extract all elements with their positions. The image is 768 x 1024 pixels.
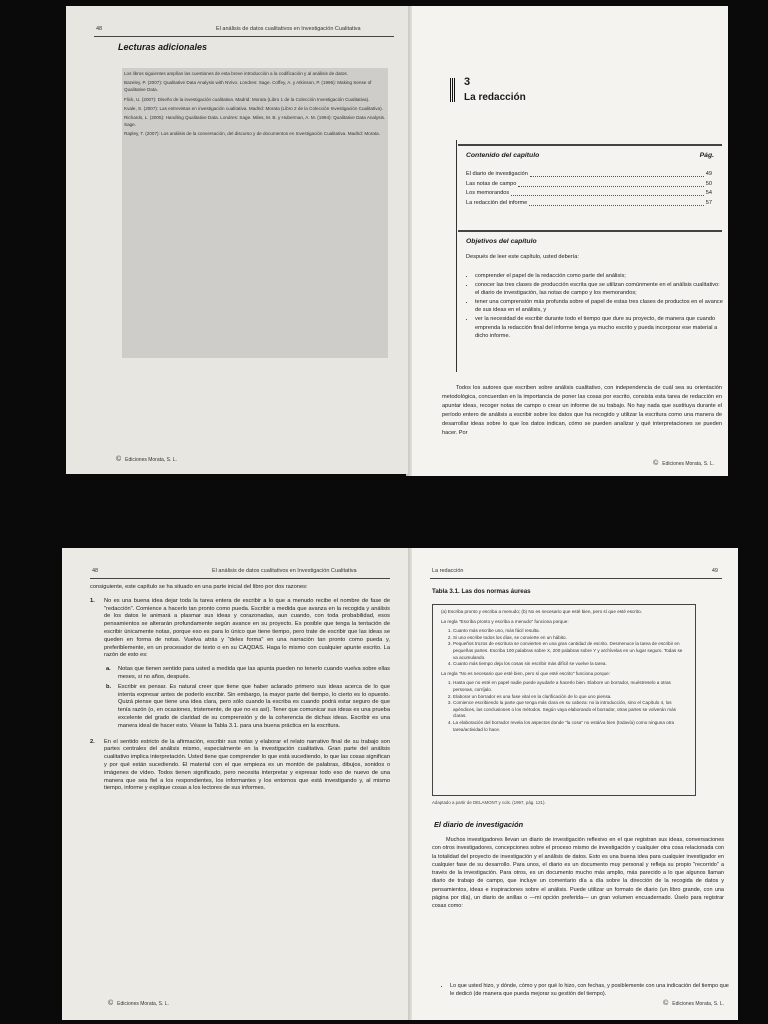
header-rule — [90, 578, 390, 579]
page-column-heading: Pág. — [699, 152, 714, 159]
item-text: Escribir es pensar. Es natural creer que tiene que haber aclarado primero sus ideas acerca de lo que intenta expresar antes de poderlo escribir. Sin embargo, la mayor parte del tiempo, lo cierto es lo opuesto. Quizá piense que tiene una idea clara, pero sólo cuando la escriba es cuando podrá estar seguro de que tenía razón (o, en ocasiones, tristemente, de que no es así). Tener que comunicar sus ideas es una prueba excelente del grado de claridad de su comprensión y de la coherencia de dichas ideas. Escribir es una manera ideal de hacer esto. Véase la Tabla 3.1. para una buena práctica en la escritura. — [118, 683, 390, 729]
copyright-icon: © — [108, 1000, 114, 1007]
publisher-name: Ediciones Morata, S. L. — [125, 457, 177, 463]
reference-item: Bazeley, P. (2007): Qualitative Data Analysis with NVivo. Londres: Sage. Coffey, A. y Atkinson, P. (1996): Making Sense of Qualitative Data. — [124, 80, 372, 93]
page-footer — [116, 456, 177, 463]
intro-paragraph: consiguiente, este capítulo se ha situado en una parte inicial del libro por dos razones: — [90, 584, 308, 590]
table-list-item: 3. Comience escribiendo la parte que tenga más clara en su cabeza: no la introducción, sino el Capítulo 4, los apéndices, las conclusiones o los métodos. Según vaya elaborando el borrador, otras partes se volverán más claras. — [453, 700, 687, 720]
page-number: 48 — [96, 26, 103, 32]
reference-item: Rapley, T. (2007): Los análisis de la conversación, del discurso y de documentos en Investigación Cualitativa. Madrid: Morata. — [124, 131, 380, 137]
table-rule: (a) Escriba pronto y escriba a menudo; (b) No es necesario que esté bien, pero sí que esté escrito. — [441, 609, 642, 614]
section-title: El diario de investigación — [434, 820, 524, 829]
item-text: En el sentido estricto de la afirmación, escribir sus notas y elaborar el relato narrativo final de su trabajo son partes centrales del análisis mismo, especialmente en la investigación cualitativa. Gran parte del análisis cualitativo implica interpretación. Usted tiene que comprender lo que está sucediendo, lo que las cosas significan y por qué están sucediendo. El material con el que empieza es un montón de palabras, dibujos, sonidos o imágenes de vídeo. Todos tienen significado, pero necesita interpretar y expresar todo eso de nuevo de una manera que sea fiel a los respondientes, los informantes y los entornos que está investigando y, al mismo tiempo, informe y explique cosas a los lectores de sus informes. — [104, 738, 390, 792]
reference-item: Richards, L. (2005): Handling Qualitative Data. Londres: Sage. Miles, M. B. y Huberman, A. M. (1994): Qualitative Data Analysis. Sage. — [124, 115, 386, 128]
copyright-icon: © — [653, 460, 659, 467]
toc-page: 49 — [705, 171, 712, 177]
table-list-item: 4. La elaboración del borrador revela los aspectos donde "la cosa" no está/va bien (todavía) como ninguna otra tarea/actividad lo hace. — [453, 720, 687, 733]
table-list-item: 2. Si uno escribe todos los días, se convierte en un hábito. — [453, 635, 687, 642]
page-chapter-3 — [412, 6, 728, 476]
publisher-name: Ediciones Morata, S. L. — [662, 461, 714, 467]
table-of-contents — [466, 170, 712, 208]
table-list-item: 2. Elaborar un borrador es una fase vital en la clarificación de lo que uno piensa. — [453, 694, 687, 701]
chapter-number: 3 — [464, 76, 471, 88]
numbered-item: 1. No es una buena idea dejar toda la tarea entera de escribir a lo que a menudo recibe el nombre de fase de "redacción". Comience a hacerlo tan pronto como pueda. Escribir a medida que avanza en la recogida y análisis de los datos le animará a plasmar sus ideas y corazonadas, aun cuando, con toda probabilidad, esos pensamientos se alterarán profundamente según avance en su proyecto. Es posible que tenga la tentación de escribir únicamente notas, porque eso es para lo único que tiene tiempo, pero trate de escribir que las ideas se queden en forma de notas. Vuelva atrás y "deles forma" en una narración tan pronto como pueda y, preferiblemente, en un procesador de texto o en su CAQDAS. Haga lo mismo con cualquier apunte escrito. La razón de esto es: — [90, 597, 390, 659]
page-number: 48 — [92, 568, 99, 574]
bullet-list — [440, 982, 730, 999]
copyright-icon: © — [116, 456, 122, 463]
objectives-intro: Después de leer este capítulo, usted debería: — [466, 254, 579, 260]
table-list-item: 4. Cuanto más tiempo deja los cosas sin escribir más difícil se vuelve la tarea. — [453, 661, 687, 668]
page-footer — [653, 460, 714, 467]
box-rule — [458, 144, 722, 146]
page-48-top — [66, 6, 408, 474]
table-intro: La regla "No es necesario que esté bien, pero sí que esté escrito" funciona porque: — [441, 670, 610, 676]
toc-entry — [466, 170, 712, 180]
toc-label: Los memorandos — [466, 190, 510, 197]
toc-label: La redacción del informe — [466, 199, 528, 206]
toc-label: Las notas de campo — [466, 180, 517, 187]
objective-item: • ver la necesidad de escribir durante todo el tiempo que dure su proyecto, de manera que cuando emprenda la redacción final del informe tenga ya mucho escrito y pueda incorporar ese material a dicho informe. — [475, 315, 723, 341]
table-list — [441, 680, 687, 733]
page-49 — [412, 548, 738, 1020]
table-list-item: 1. Hasta que no esté en papel nadie puede ayudarle a hacerlo bien. Elabore un borrador, muéstreselo a otras personas, corríjalo. — [453, 680, 687, 693]
table-source: Adaptado a partir de DELAMONT y cols. (1997, pág. 121). — [432, 800, 546, 805]
toc-entry — [466, 199, 712, 209]
copyright-icon: © — [663, 1000, 669, 1007]
toc-entry — [466, 180, 712, 190]
contents-heading: Contenido del capítulo — [466, 152, 540, 159]
page-48-bottom — [62, 548, 408, 1020]
running-head: El análisis de datos cualitativos en Investigación Cualitativa — [216, 26, 361, 32]
lettered-item: a. Notas que tienen sentido para usted a medida que las apunta pueden no tenerlo cuando vuelva sobre ellas meses, si no años, después. — [106, 666, 390, 680]
objective-item: • comprender el papel de la redacción como parte del análisis; — [475, 272, 723, 281]
objective-item: • tener una comprensión más profunda sobre el papel de estas tres clases de productos en el avance de sus ideas en el análisis, y — [475, 298, 723, 315]
reference-list — [124, 70, 386, 140]
reference-item: Kvale, S. (2007): Las entrevistas en investigación cualitativa. Madrid: Morata (Libro 2 de la Colección Investigación Cualitativa). — [124, 105, 383, 111]
objectives-heading: Objetivos del capítulo — [466, 238, 537, 245]
numbered-item: 2. En el sentido estricto de la afirmación, escribir sus notas y elaborar el relato narrativo final de su trabajo son partes centrales del análisis mismo, especialmente en la investigación cualitativa. Gran parte del análisis cualitativo implica interpretación. Usted tiene que comprender lo que está sucediendo, lo que las cosas significan y por qué están sucediendo. El material con el que empieza es un montón de palabras, dibujos, sonidos o imágenes de vídeo. Todos tienen significado, pero necesita interpretar y expresar todo eso de nuevo de una manera que sea fiel a los respondientes, los informantes y los entornos que está investigando y, al mismo tiempo, informe y explique cosas a los lectores de sus informes. — [90, 738, 390, 792]
item-text: No es una buena idea dejar toda la tarea entera de escribir a lo que a menudo recibe el nombre de fase de "redacción". Comience a hacerlo tan pronto como pueda. Escribir a medida que avanza en la recogida y análisis de los datos le animará a plasmar sus ideas y corazonadas, aun cuando, con toda probabilidad, esos pensamientos se alterarán profundamente según avance en su proyecto. Es posible que tenga la tentación de escribir únicamente notas, porque eso es para lo único que tiene tiempo, pero trate de escribir que las ideas se queden en forma de notas. Vuelva atrás y "deles forma" en una narración tan pronto como pueda y, preferiblemente, en un procesador de texto o en su CAQDAS. Haga lo mismo con cualquier apunte escrito. La razón de esto es: — [104, 597, 390, 659]
box-rule — [456, 140, 457, 372]
chapter-title: La redacción — [464, 92, 526, 103]
lettered-item: b. Escribir es pensar. Es natural creer que tiene que haber aclarado primero sus ideas acerca de lo que intenta expresar antes de poderlo escribir. Sin embargo, la mayor parte del tiempo, lo cierto es lo opuesto. Quizá piense que tiene una idea clara, pero sólo cuando la escriba es cuando podrá estar seguro de que tenía razón (o, en ocasiones, tristemente, de que no es así). Tener que comunicar sus ideas es una prueba excelente del grado de claridad de su comprensión y de la coherencia de dichas ideas. Escribir es una manera ideal de hacer esto. Véase la Tabla 3.1. para una buena práctica en la escritura. — [106, 683, 390, 729]
header-rule — [94, 36, 394, 37]
page-footer — [108, 1000, 169, 1007]
table-box — [432, 604, 696, 796]
page-footer — [663, 1000, 724, 1007]
page-number: 49 — [711, 568, 718, 574]
body-paragraph: Muchos investigadores llevan un diario de investigación reflexivo en el que registran sus ideas, conversaciones con otros investigadores, concepciones sobre el proceso mismo de investigación y cualquier otra cosa relacionada con la totalidad del proyecto de investigación y el análisis de datos. Esto es una buena idea para cualquier investigador en cualquier fase de su desarrollo. Para unos, el diario es un documento muy personal y refleja su propio "recorrido" a través de la investigación. Para otros, es un documento mucho más amplio, más parecido a lo que algunos llaman diario de trabajo de campo, que incluye un comentario día a día sobre la dirección de la recogida de datos y pensamientos, ideas e inspiraciones sobre el análisis. Puede utilizar un formato de diario (un libro grande, con una página por día), un diario de anillas o —mi opción preferida— un gran volumen encuadernado. Úselo para registrar cosas como: — [432, 837, 724, 910]
reference-item: Flick, U. (2007): Diseño de la investigación cualitativa. Madrid: Morata (Libro 1 de la Colección Investigación Cualitativa). — [124, 96, 370, 102]
reference-item: Los libros siguientes amplían las cuestiones de esta breve introducción a la codificación y al análisis de datos. — [124, 71, 348, 76]
table-list-item: 1. Cuanto más escribe uno, más fácil resulta. — [453, 628, 687, 635]
publisher-name: Ediciones Morata, S. L. — [117, 1001, 169, 1007]
toc-page: 50 — [705, 180, 712, 187]
toc-entry — [466, 189, 712, 199]
running-head: El análisis de datos cualitativos en Investigación Cualitativa — [212, 568, 357, 574]
bullet-item: • Lo que usted hizo, y dónde, cómo y por qué lo hizo, con fechas, y posiblemente con una indicación del tiempo que le dedicó (de manera que pueda mejorar su gestión del tiempo). — [450, 982, 730, 999]
table-intro: La regla "Escriba pronto y escriba a menudo" funciona porque: — [441, 618, 569, 624]
toc-page: 54 — [705, 190, 712, 197]
table-title: Tabla 3.1. Las dos normas áureas — [432, 588, 531, 595]
table-list-item: 3. Pequeños trozos de escritura se convierten en una gran cantidad de escrito. Desmenuce la tarea de escribir en pequeñas partes. Escriba 100 palabras sobre X, 200 palabras sobre Y y archívelas en un lugar seguro. Todas se va acumulando. — [453, 641, 687, 661]
objective-item: • conocer las tres clases de producción escrita que se utilizan comúnmente en el análisis cualitativo: el diario de investigación, las notas de campo y los memorandos; — [475, 281, 723, 298]
box-rule — [458, 230, 722, 232]
item-text: Notas que tienen sentido para usted a medida que las apunta pueden no tenerlo cuando vuelva sobre ellas meses, si no años, después. — [118, 666, 390, 680]
header-rule — [430, 578, 722, 579]
objectives-list — [466, 272, 723, 341]
body-paragraph: Todos los autores que escriben sobre análisis cualitativo, con independencia de cuál sea su orientación metodológica, concuerdan en la importancia de poner las cosas por escrito, consista esta tarea de redacción en apuntar ideas, recoger notas de campo o crear un informe de su trabajo. No hay nada que sustituya durante el período entero de análisis a escribir sobre los datos que ha recogido y utilizar la escritura como una manera de desarrollar ideas sobre lo que los datos indican, cómo se pueden analizar y qué interpretaciones se pueden hacer. Por — [442, 385, 722, 436]
publisher-name: Ediciones Morata, S. L. — [672, 1001, 724, 1007]
toc-label: El diario de investigación — [466, 171, 528, 177]
toc-page: 57 — [705, 199, 712, 206]
table-list — [441, 628, 687, 668]
chapter-marker-bars — [450, 78, 456, 102]
section-title: Lecturas adicionales — [118, 42, 208, 52]
running-head: La redacción — [432, 568, 464, 574]
body-text — [90, 584, 390, 799]
